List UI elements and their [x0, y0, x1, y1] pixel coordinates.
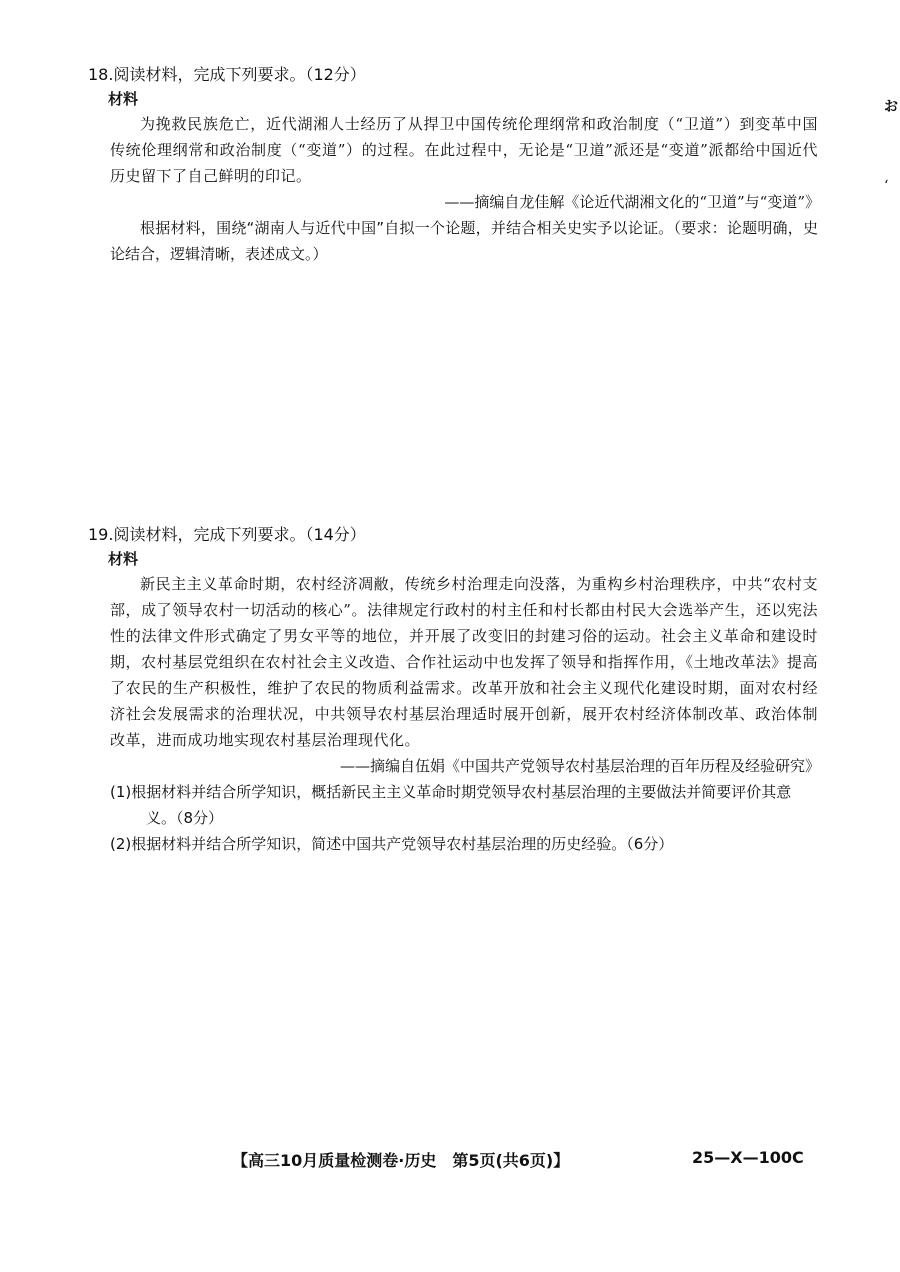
question-title: 18.阅读材料，完成下列要求。（12分） — [88, 65, 366, 84]
material-source: ——摘编自伍娟《中国共产党领导农村基层治理的百年历程及经验研究》 — [339, 757, 820, 775]
question-title: 19.阅读材料，完成下列要求。（14分） — [88, 525, 366, 544]
material-text: 为挽救民族危亡，近代湖湘人士经历了从捍卫中国传统伦理纲常和政治制度（“卫道”）到变革中国传统伦理纲常和政治制度（“变道”）的过程。在此过程中，无论是“卫道”派还是“变道”派都给中国近代历史留下了自己鲜明的印记。 — [110, 115, 818, 185]
edge-mark: ‘ — [884, 178, 889, 194]
footer-title: 【高三10月质量检测卷·历史 第5页(共6页)】 — [232, 1151, 570, 1170]
sub-question-2: (2)根据材料并结合所学知识，简述中国共产党领导农村基层治理的历史经验。（6分） — [110, 835, 674, 853]
edge-glyph: お — [884, 99, 898, 115]
sub-question-1: (1)根据材料并结合所学知识，概括新民主主义革命时期党领导农村基层治理的主要做法并简要评价其意义。（8分） — [110, 783, 792, 827]
material-label: 材料 — [108, 90, 139, 108]
question-18 — [88, 63, 818, 267]
footer-code: 25—X—100C — [692, 1148, 804, 1167]
question-requirement: 根据材料，围绕“湖南人与近代中国”自拟一个论题，并结合相关史实予以论证。（要求：论题明确，史论结合，逻辑清晰，表述成文。） — [110, 219, 818, 263]
material-text: 新民主主义革命时期，农村经济凋敝，传统乡村治理走向没落，为重构乡村治理秩序，中共“农村支部，成了领导农村一切活动的核心”。法律规定行政村的村主任和村长都由村民大会选举产生，还以宪法性的法律文件形式确定了男女平等的地位，并开展了改变旧的封建习俗的运动。社会主义革命和建设时期，农村基层党组织在农村社会主义改造、合作社运动中也发挥了领导和指挥作用，《土地改革法》提高了农民的生产积极性，维护了农民的物质利益需求。改革开放和社会主义现代化建设时期，面对农村经济社会发展需求的治理状况，中共领导农村基层治理适时展开创新，展开农村经济体制改革、政治体制改革，进而成功地实现农村基层治理现代化。 — [110, 575, 818, 749]
material-source: ——摘编自龙佳解《论近代湖湘文化的“卫道”与“变道”》 — [444, 193, 820, 211]
question-19 — [88, 523, 818, 857]
material-label: 材料 — [108, 550, 139, 568]
